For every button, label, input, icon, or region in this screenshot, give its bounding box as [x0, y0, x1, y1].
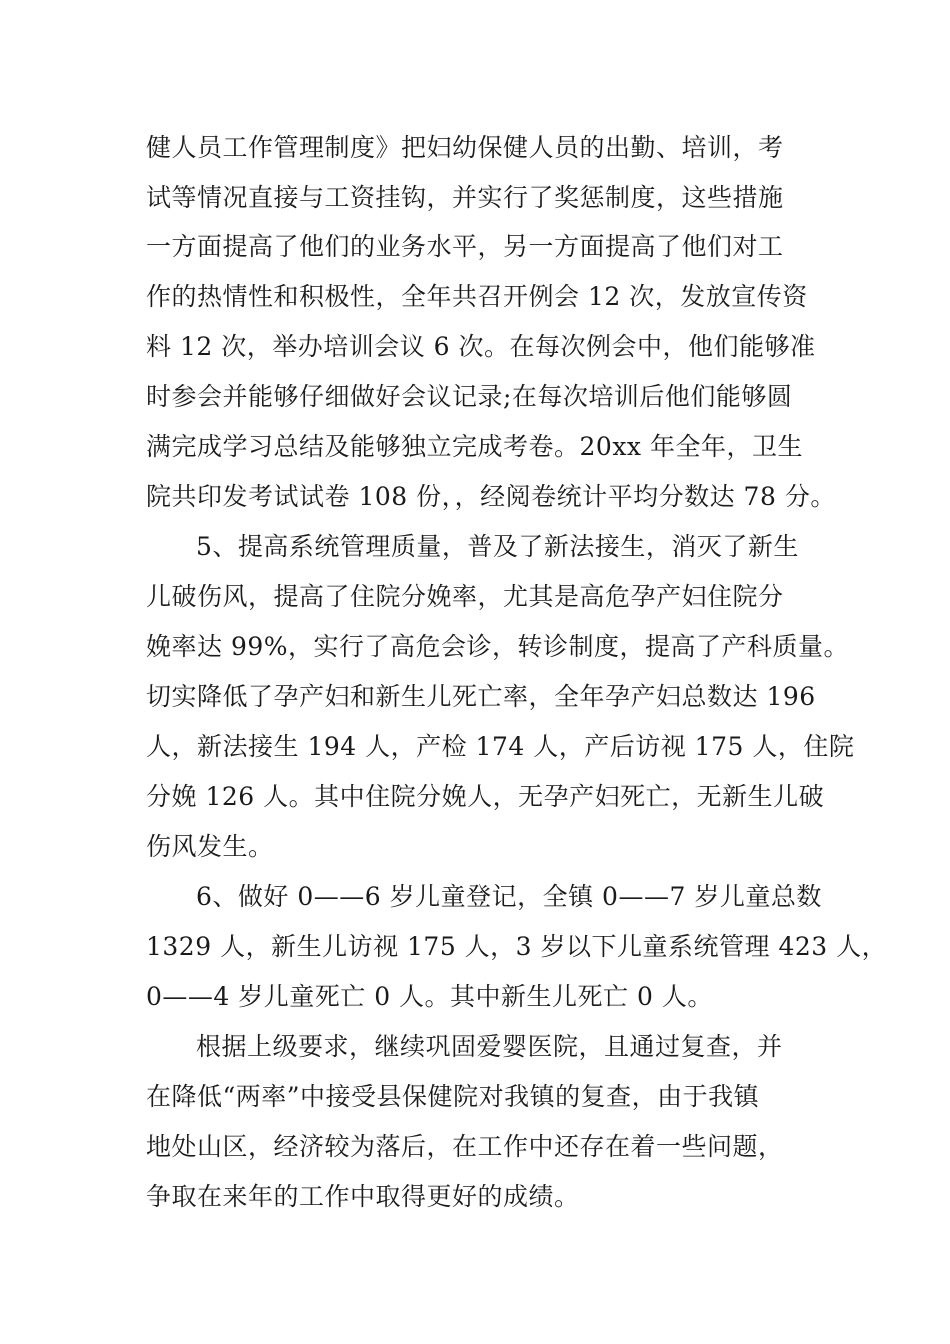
text-line: 料 12 次，举办培训会议 6 次。在每次例会中，他们能够准 — [146, 332, 816, 361]
text-line: 院共印发考试试卷 108 份，，经阅卷统计平均分数达 78 分。 — [146, 482, 836, 511]
text-line: 1329 人，新生儿访视 175 人，3 岁以下儿童系统管理 423 人， — [146, 932, 888, 961]
text-line: 切实降低了孕产妇和新生儿死亡率，全年孕产妇总数达 196 — [146, 682, 816, 711]
text-line: 在降低“两率”中接受县保健院对我镇的复查，由于我镇 — [146, 1082, 760, 1111]
text-line: 满完成学习总结及能够独立完成考卷。20xx 年全年，卫生 — [146, 432, 803, 461]
text-line: 试等情况直接与工资挂钩，并实行了奖惩制度，这些措施 — [146, 183, 784, 212]
text-line: 娩率达 99%，实行了高危会诊，转诊制度，提高了产科质量。 — [146, 632, 850, 661]
paragraph-start-line: 5、提高系统管理质量，普及了新法接生，消灭了新生 — [196, 532, 799, 561]
text-line: 地处山区，经济较为落后，在工作中还存在着一些问题， — [146, 1132, 784, 1161]
text-line: 健人员工作管理制度》把妇幼保健人员的出勤、培训，考 — [146, 133, 784, 162]
text-line: 人，新法接生 194 人，产检 174 人，产后访视 175 人，住院 — [146, 732, 855, 761]
text-line: 0——4 岁儿童死亡 0 人。其中新生儿死亡 0 人。 — [146, 982, 713, 1011]
text-line: 伤风发生。 — [146, 832, 274, 861]
paragraph-start-line: 根据上级要求，继续巩固爱婴医院，且通过复查，并 — [196, 1032, 783, 1061]
text-line: 分娩 126 人。其中住院分娩人，无孕产妇死亡，无新生儿破 — [146, 782, 825, 811]
paragraph-start-line: 6、做好 0——6 岁儿童登记，全镇 0——7 岁儿童总数 — [196, 882, 822, 911]
text-line: 时参会并能够仔细做好会议记录;在每次培训后他们能够圆 — [146, 382, 793, 411]
text-line: 争取在来年的工作中取得更好的成绩。 — [146, 1182, 580, 1211]
text-line: 作的热情性和积极性，全年共召开例会 12 次，发放宣传资 — [146, 282, 808, 311]
text-line: 儿破伤风，提高了住院分娩率，尤其是高危孕产妇住院分 — [146, 582, 784, 611]
text-line: 一方面提高了他们的业务水平，另一方面提高了他们对工 — [146, 232, 784, 261]
